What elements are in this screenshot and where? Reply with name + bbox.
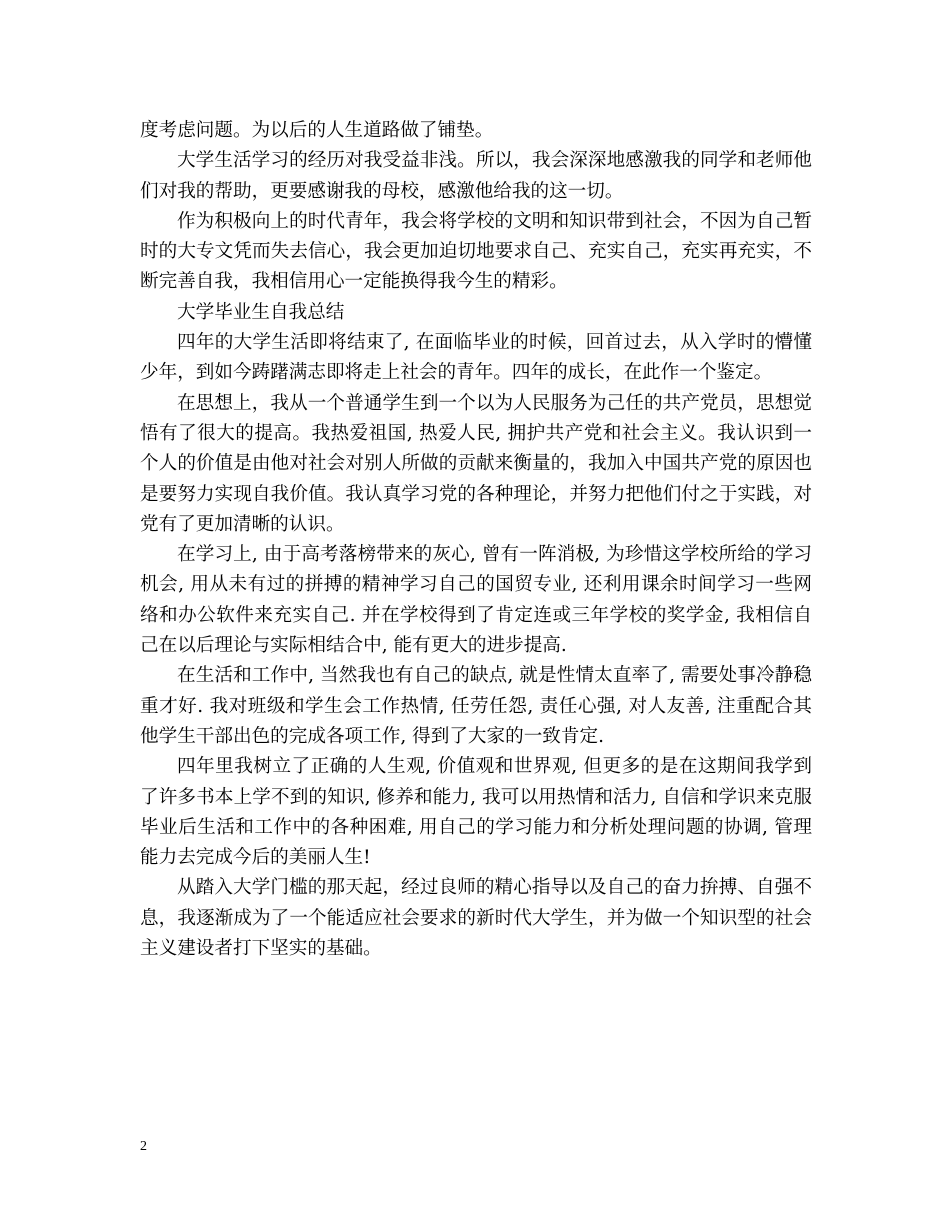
paragraph-gratitude: 大学生活学习的经历对我受益非浅。所以，我会深深地感激我的同学和老师他们对我的帮助，更要感谢我的母校，感激他给我的这一切。 <box>140 150 812 202</box>
section-heading: 大学毕业生自我总结 <box>177 301 345 323</box>
paragraph-conclusion: 从踏入大学门槛的那天起，经过良师的精心指导以及自己的奋力拚搏、自强不息，我逐渐成为了一个能适应社会要求的新时代大学生，并为做一个知识型的社会主义建设者打下坚实的基础。 <box>140 877 812 960</box>
paragraph-continuation: 度考虑问题。为以后的人生道路做了铺垫。 <box>140 120 494 141</box>
paragraph-introduction: 四年的大学生活即将结束了, 在面临毕业的时候，回首过去，从入学时的懵懂少年，到如今踌躇满志即将走上社会的青年。四年的成长，在此作一个鉴定。 <box>140 332 812 384</box>
paragraph-values: 四年里我树立了正确的人生观, 价值观和世界观, 但更多的是在这期间我学到了许多书本上学不到的知识, 修养和能力, 我可以用热情和活力, 自信和学识来克服毕业后生活和工作中的各种困难, 用自己的学习能力和分析处理问题的协调, 管理能力去完成今后的美丽人生! <box>140 756 812 869</box>
paragraph-ideology: 在思想上，我从一个普通学生到一个以为人民服务为己任的共产党员，思想觉悟有了很大的提高。我热爱祖国, 热爱人民, 拥护共产党和社会主义。我认识到一个人的价值是由他对社会对别人所做的贡献来衡量的，我加入中国共产党的原因也是要努力实现自我价值。我认真学习党的各种理论，并努力把他们付之于实践，对党有了更加清晰的认识。 <box>140 392 812 535</box>
paragraph-confidence: 作为积极向上的时代青年，我会将学校的文明和知识带到社会，不因为自己暂时的大专文凭而失去信心，我会更加迫切地要求自己、充实自己，充实再充实，不断完善自我，我相信用心一定能换得我今生的精彩。 <box>140 210 812 293</box>
page-number: 2 <box>140 1139 147 1154</box>
document-body <box>140 116 812 964</box>
paragraph-life-work: 在生活和工作中, 当然我也有自己的缺点, 就是性情太直率了, 需要处事冷静稳重才好. 我对班级和学生会工作热情, 任劳任怨, 责任心强, 对人友善, 注重配合其他学生干部出色的完成各项工作, 得到了大家的一致肯定. <box>140 665 812 747</box>
paragraph-study: 在学习上, 由于高考落榜带来的灰心, 曾有一阵消极, 为珍惜这学校所给的学习机会, 用从未有过的拼搏的精神学习自己的国贸专业, 还利用课余时间学习一些网络和办公软件来充实自己. 并在学校得到了肯定连或三年学校的奖学金, 我相信自己在以后理论与实际相结合中, 能有更大的进步提高. <box>140 544 812 657</box>
